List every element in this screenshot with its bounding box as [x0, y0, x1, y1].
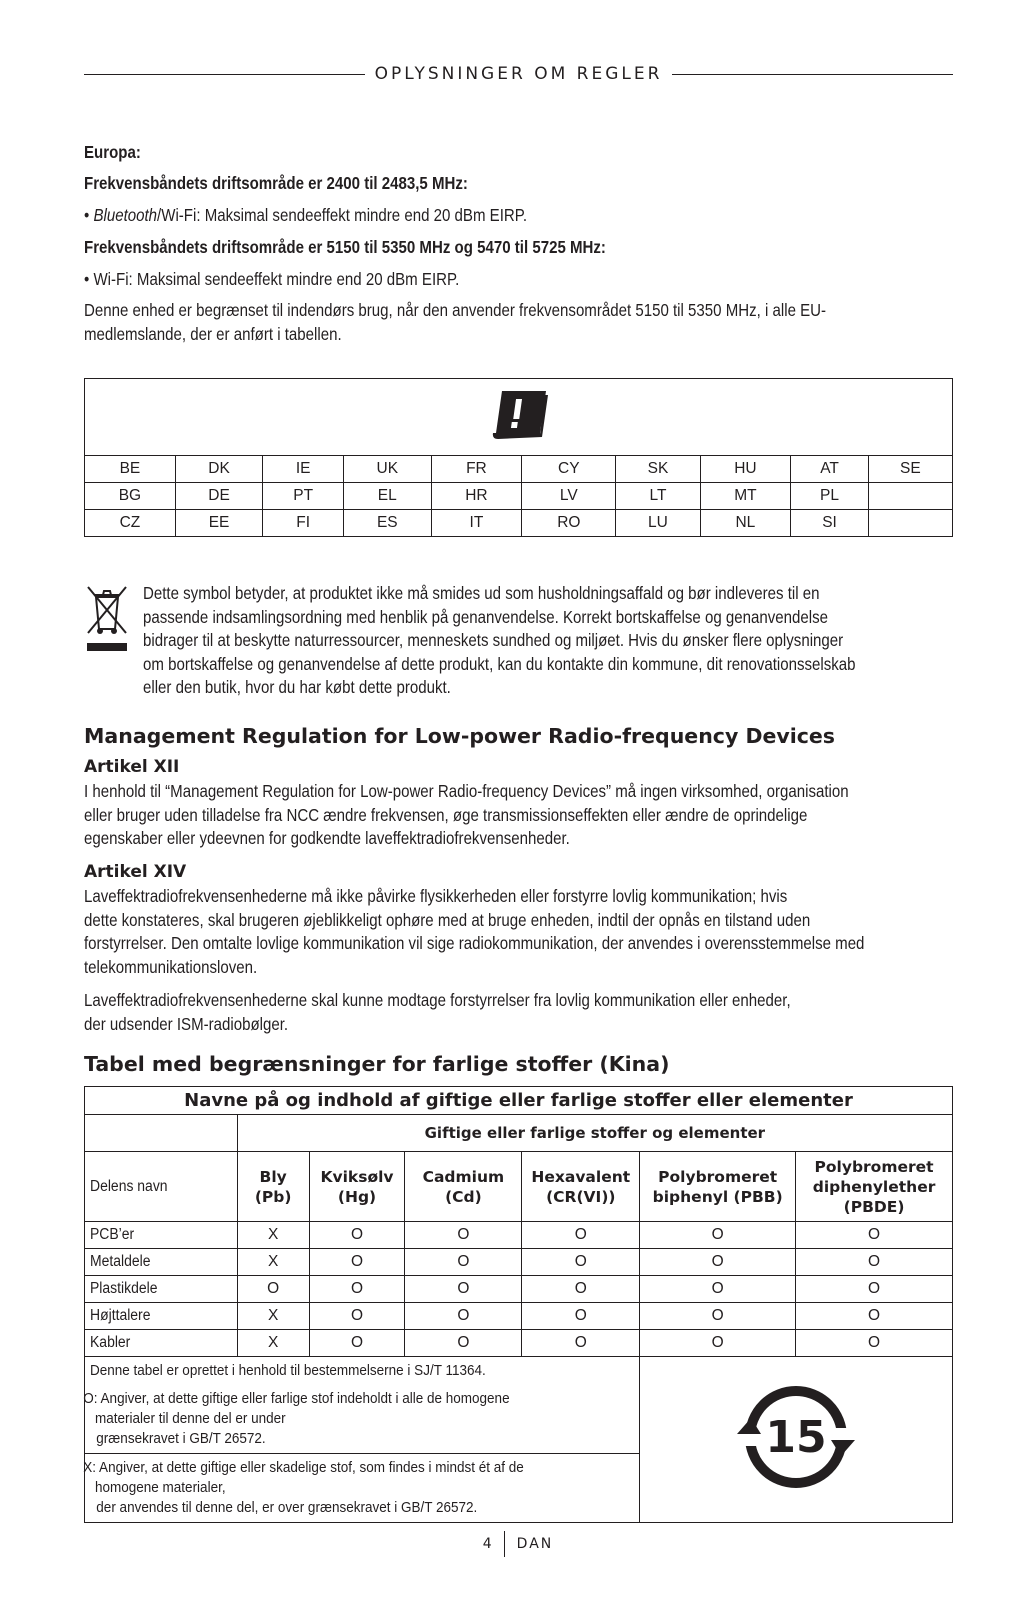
indoor-paragraph: Denne enhed er begrænset til indendørs brug, når den anvender frekvensområdet 5150 til 5350 MHz, i alle EU- medlemslande, der er anført i tabellen. [84, 300, 827, 344]
article-xii-text: I henhold til “Management Regulation for Low-power Radio-frequency Devices” må ingen virksomhed, organisation eller bruger uden tilladelse fra NCC ændre frekvensen, øge transmissionseffekten eller ændre de oprindelige egenskaber eller ydeevnen for godkendte laveffektradiofrekvensenheder. [84, 781, 849, 848]
part-name: Metaldele [85, 1249, 238, 1276]
country-cell: SI [791, 510, 868, 537]
page-footer [0, 1531, 1036, 1557]
value-cell: O [796, 1276, 953, 1303]
country-cell: SE [868, 456, 952, 483]
country-cell: EE [175, 510, 262, 537]
value-cell: O [309, 1249, 405, 1276]
empty-cell [85, 1115, 238, 1152]
value-cell: O [522, 1249, 640, 1276]
article-xiv-text: Laveffektradiofrekvensenhederne må ikke påvirke flysikkerheden eller forstyrre lovlig kommunikation; hvis dette konstateres, skal brugeren øjeblikkeligt ophøre med at bruge enheden, indtil der opnås en tilstand uden forstyrrelser. Den omtalte lovlige kommunikation vil sige radiokommunikation, der anvendes i overensstemmelse med telekommunikationsloven. [84, 886, 865, 977]
value-cell: O [640, 1222, 796, 1249]
bluetooth-italic: Bluetooth [93, 205, 158, 225]
value-cell: O [640, 1330, 796, 1357]
column-header-cd: Cadmium (Cd) [405, 1152, 522, 1222]
epup-logo-cell [640, 1357, 953, 1523]
value-cell: X [237, 1249, 309, 1276]
weee-paragraph: Dette symbol betyder, at produktet ikke må smides ud som husholdningsaffald og bør indleveres til en passende indsamlingsordning med henblik på genanvendelse. Korrekt bortskaffelse og genanvendelse bidrager til at beskytte naturressourcer, menneskets sundhed og miljøet. Hvis du ønsker flere oplysninger om bortskaffelse og genanvendelse af dette produkt, kan du kontakte din kommune, dit renovationsselskab eller den butik, hvor du har købt dette produkt. [143, 583, 856, 697]
value-cell: O [522, 1330, 640, 1357]
value-cell: O [309, 1330, 405, 1357]
country-cell: HU [700, 456, 791, 483]
value-cell: O [796, 1330, 953, 1357]
country-cell: NL [700, 510, 791, 537]
value-cell: O [796, 1222, 953, 1249]
china-table-title: Navne på og indhold af giftige eller farlige stoffer eller elementer [85, 1087, 953, 1115]
note-o: O: Angiver, at dette giftige eller farlige stof indeholdt i alle de homogene materialer til denne del er under grænsekravet i GB/T 26572. [85, 1385, 640, 1454]
band2-heading: Frekvensbåndets driftsområde er 5150 til 5350 MHz og 5470 til 5725 MHz: [84, 237, 606, 257]
country-cell: PT [263, 483, 344, 510]
china-hazard-table [84, 1086, 953, 1523]
article-xiv-heading: Artikel XIV [84, 862, 187, 882]
china-table-subheader: Giftige eller farlige stoffer og elementer [237, 1115, 952, 1152]
value-cell: O [405, 1222, 522, 1249]
value-cell: O [640, 1249, 796, 1276]
country-cell: MT [700, 483, 791, 510]
country-cell: ES [344, 510, 431, 537]
country-cell: DK [175, 456, 262, 483]
country-cell: LT [616, 483, 700, 510]
country-cell: SK [616, 456, 700, 483]
country-cell [868, 483, 952, 510]
value-cell: X [237, 1330, 309, 1357]
value-cell: O [309, 1276, 405, 1303]
value-cell: O [405, 1303, 522, 1330]
restriction-icon-cell [85, 379, 953, 456]
country-cell: DE [175, 483, 262, 510]
part-name: PCB’er [85, 1222, 238, 1249]
country-cell: FR [431, 456, 522, 483]
value-cell: O [522, 1276, 640, 1303]
country-cell: CY [522, 456, 616, 483]
china-heading: Tabel med begrænsninger for farlige stoffer (Kina) [84, 1052, 670, 1076]
header-title: OPLYSNINGER OM REGLER [374, 64, 663, 84]
epup-15-icon [731, 1382, 861, 1492]
weee-crossed-bin-icon [84, 583, 130, 653]
ncc-heading: Management Regulation for Low-power Radio-frequency Devices [84, 724, 836, 748]
country-cell: IE [263, 456, 344, 483]
note-sjt: Denne tabel er oprettet i henhold til bestemmelserne i SJ/T 11364. [85, 1357, 640, 1386]
article-xiv-text-2: Laveffektradiofrekvensenhederne skal kunne modtage forstyrrelser fra lovlig kommunikation eller enheder, der udsender ISM-radiobølger. [84, 990, 791, 1034]
value-cell: O [640, 1276, 796, 1303]
bullet1-rest: /Wi-Fi: Maksimal sendeeffekt mindre end 20 dBm EIRP. [157, 205, 528, 225]
header-rule-left [84, 74, 365, 75]
value-cell: O [796, 1303, 953, 1330]
table-row [85, 1222, 953, 1249]
value-cell: O [522, 1222, 640, 1249]
part-name: Højttalere [85, 1303, 238, 1330]
country-cell: BE [85, 456, 176, 483]
part-name: Kabler [85, 1330, 238, 1357]
country-cell: LU [616, 510, 700, 537]
column-header-pbde: Polybromeret diphenylether (PBDE) [796, 1152, 953, 1222]
country-cell [868, 510, 952, 537]
table-row [85, 1249, 953, 1276]
language-code: DAN [516, 1536, 554, 1552]
note-x: X: Angiver, at dette giftige eller skadelige stof, som findes i mindst ét af de homogene materialer, der anvendes til denne del, er over grænsekravet i GB/T 26572. [85, 1454, 640, 1523]
svg-text:15: 15 [765, 1411, 827, 1463]
part-name: Plastikdele [85, 1276, 238, 1303]
value-cell: X [237, 1222, 309, 1249]
band1-heading: Frekvensbåndets driftsområde er 2400 til 2483,5 MHz: [84, 173, 468, 193]
column-header-hg: Kviksølv (Hg) [309, 1152, 405, 1222]
column-header-pbb: Polybromeret biphenyl (PBB) [640, 1152, 796, 1222]
value-cell: O [522, 1303, 640, 1330]
value-cell: O [309, 1222, 405, 1249]
bullet-bluetooth: • Bluetooth/Wi-Fi: Maksimal sendeeffekt mindre end 20 dBm EIRP. [84, 205, 528, 225]
eu-country-table [84, 378, 953, 537]
europe-heading: Europa: [84, 142, 141, 162]
country-cell: LV [522, 483, 616, 510]
column-header-pb: Bly (Pb) [237, 1152, 309, 1222]
value-cell: O [405, 1276, 522, 1303]
country-cell: EL [344, 483, 431, 510]
value-cell: X [237, 1303, 309, 1330]
table-row [85, 1330, 953, 1357]
country-cell: FI [263, 510, 344, 537]
header-rule-right [672, 74, 953, 75]
value-cell: O [640, 1303, 796, 1330]
country-cell: UK [344, 456, 431, 483]
value-cell: O [405, 1330, 522, 1357]
bullet-wifi: • Wi-Fi: Maksimal sendeeffekt mindre end 20 dBm EIRP. [84, 269, 460, 289]
country-cell: CZ [85, 510, 176, 537]
value-cell: O [796, 1249, 953, 1276]
page-header [84, 62, 953, 86]
part-name-header: Delens navn [85, 1152, 238, 1222]
country-cell: AT [791, 456, 868, 483]
value-cell: O [309, 1303, 405, 1330]
country-cell: RO [522, 510, 616, 537]
table-row [85, 1303, 953, 1330]
warning-book-icon [484, 385, 554, 445]
country-cell: PL [791, 483, 868, 510]
country-cell: BG [85, 483, 176, 510]
value-cell: O [405, 1249, 522, 1276]
column-header-crvi: Hexavalent (CR(VI)) [522, 1152, 640, 1222]
table-row [85, 1276, 953, 1303]
country-cell: IT [431, 510, 522, 537]
country-cell: HR [431, 483, 522, 510]
page-number: 4 [482, 1536, 492, 1552]
value-cell: O [237, 1276, 309, 1303]
article-xii-heading: Artikel XII [84, 757, 180, 777]
